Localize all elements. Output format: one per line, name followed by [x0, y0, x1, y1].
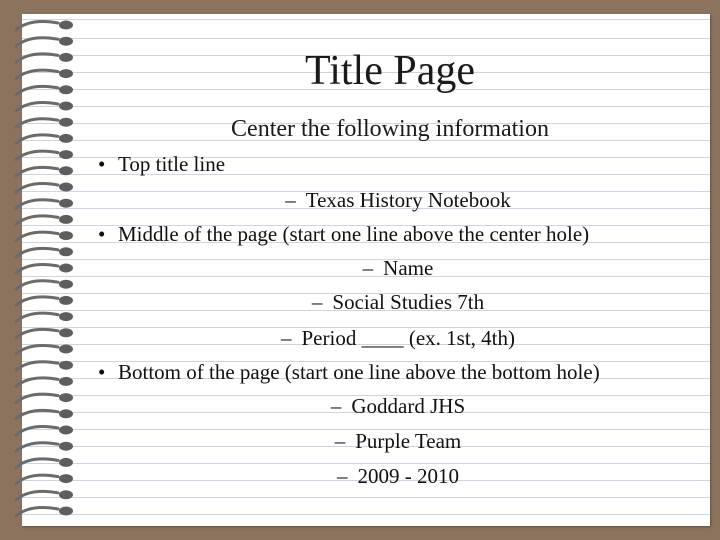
- sub-item: – Social Studies 7th: [311, 290, 485, 314]
- bullet-marker: •: [98, 152, 106, 176]
- spiral-ring: [16, 102, 73, 112]
- dash-marker: –: [362, 256, 374, 280]
- spiral-ring: [16, 69, 73, 79]
- spiral-ring: [16, 361, 73, 371]
- spiral-ring: [16, 37, 73, 47]
- dash-marker: –: [337, 464, 348, 488]
- bullet-marker: •: [98, 222, 106, 246]
- dash-marker: –: [334, 429, 346, 453]
- spiral-ring: [16, 490, 73, 500]
- dash-marker: –: [281, 326, 292, 350]
- spiral-ring: [16, 474, 73, 484]
- sub-item: – Period ____ (ex. 1st, 4th): [281, 326, 515, 350]
- spiral-ring: [16, 312, 73, 322]
- spiral-ring: [16, 345, 73, 355]
- sub-item: – Texas History Notebook: [285, 188, 511, 212]
- spiral-ring: [16, 183, 73, 193]
- spiral-ring: [16, 507, 73, 517]
- spiral-ring: [16, 21, 73, 31]
- spiral-ring: [16, 442, 73, 452]
- spiral-binding: [0, 14, 90, 526]
- spiral-ring: [16, 118, 73, 128]
- sub-item: – Purple Team: [334, 429, 462, 453]
- spiral-ring: [16, 458, 73, 468]
- spiral-ring: [16, 166, 73, 176]
- spiral-ring: [16, 199, 73, 209]
- spiral-ring: [16, 247, 73, 256]
- spiral-ring: [16, 328, 73, 338]
- spiral-ring: [16, 150, 73, 160]
- dash-marker: –: [330, 394, 342, 418]
- spiral-ring: [16, 53, 73, 63]
- spiral-ring: [16, 409, 73, 419]
- sub-item: – Goddard JHS: [330, 394, 466, 418]
- bullet-item: • Middle of the page (start one line above the center hole): [98, 222, 590, 246]
- spiral-ring: [16, 393, 73, 403]
- spiral-ring: [16, 134, 73, 144]
- dash-marker: –: [285, 188, 296, 212]
- spiral-ring: [16, 296, 73, 306]
- spiral-ring: [16, 426, 73, 436]
- page-title: Title Page: [305, 48, 475, 94]
- spiral-ring: [16, 377, 73, 387]
- page-subtitle: Center the following information: [231, 116, 549, 142]
- spiral-ring: [16, 85, 73, 95]
- spiral-ring: [16, 280, 73, 290]
- spiral-ring: [16, 231, 73, 241]
- bullet-item: • Bottom of the page (start one line above the bottom hole): [98, 360, 600, 384]
- sub-item: – 2009 - 2010: [337, 464, 459, 488]
- spiral-ring: [16, 215, 73, 225]
- sub-item: – Name: [362, 256, 434, 280]
- bullet-marker: •: [98, 360, 106, 384]
- dash-marker: –: [311, 290, 323, 314]
- bullet-item: • Top title line: [98, 152, 226, 176]
- spiral-ring: [16, 264, 73, 274]
